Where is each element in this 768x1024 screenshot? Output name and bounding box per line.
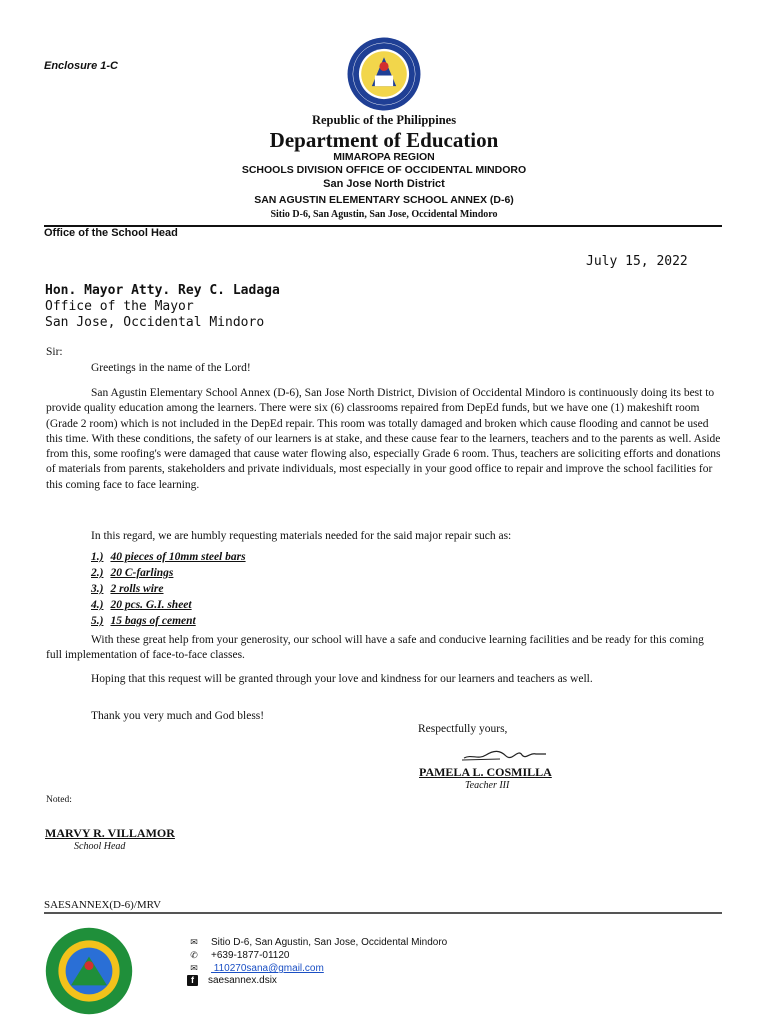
body-paragraph-3: With these great help from your generosity, our school will have a safe and conducive learning facilities and be ready for this coming full implementation of face-to-face classes. [46,634,704,662]
footer-phone: ✆ +639-1877-01120 [187,948,290,962]
school-head-title: School Head [74,841,126,852]
list-item: 3.) 2 rolls wire [91,583,164,595]
school-logo-icon [44,926,134,1016]
footer-email [187,961,324,975]
department-title: Department of Education [269,128,499,152]
reference-code: SAESANNEX(D-6)/MRV [44,899,162,911]
addressee-office: Office of the Mayor [45,299,194,314]
letter-date: July 15, 2022 [586,254,688,269]
footer-facebook: f saesannex.dsix [187,974,277,988]
closing: Respectfully yours, [418,723,508,735]
district-line: San Jose North District [323,178,445,190]
list-item: 2.) 20 C-farlings [91,567,174,579]
email-link[interactable]: 110270sana@gmail.com [211,963,324,974]
materials-list [91,549,246,629]
footer-address: ✉ Sitio D-6, San Agustin, San Jose, Occidental Mindoro [187,935,447,949]
school-line: SAN AGUSTIN ELEMENTARY SCHOOL ANNEX (D-6) [254,194,514,206]
signer-title: Teacher III [465,780,510,791]
envelope-icon: ✉ [190,937,198,947]
division-line: SCHOOLS DIVISION OFFICE OF OCCIDENTAL MINDORO [241,164,527,176]
enclosure-label: Enclosure 1-C [44,60,118,72]
body-paragraph-1: San Agustin Elementary School Annex (D-6), San Jose North District, Division of Occidental Mindoro is continuously doing its best to provide quality education among the learners. There were six (6) classrooms repaired from DepEd funds, but we have one (1) makeshift room (Grade 2 room) which is not included in the DepEd repair. This room was totally damaged and broken which cause flooding and cannot be used this time. With these conditions, the safety of our learners is at stake, and these cause fear to the learners, teachers and to the parents as well. Aside from this, some roofing's were damaged that cause water flowing also, especially Grade 6 room. Thus, teachers are soliciting efforts and donations of materials from parents, stakeholders and private individuals, most especially in your good office to repair and improve the school facilities for this coming face to face learning. [46,387,721,491]
school-address-line: Sitio D-6, San Agustin, San Jose, Occidental Mindoro [270,209,498,220]
deped-seal-icon [346,36,422,112]
list-item: 5.) 15 bags of cement [91,615,196,627]
email-icon: ✉ [190,963,198,973]
phone-icon: ✆ [190,950,198,960]
footer-divider [44,912,722,914]
thanks-line: Thank you very much and God bless! [91,710,265,722]
school-head-name: MARVY R. VILLAMOR [45,826,175,840]
noted-label: Noted: [46,795,72,805]
salutation: Sir: [46,346,63,358]
office-label: Office of the School Head [44,227,178,239]
signature-mark [460,740,550,764]
list-item: 4.) 20 pcs. G.I. sheet [91,599,192,611]
addressee-name: Hon. Mayor Atty. Rey C. Ladaga [45,283,280,298]
republic-line: Republic of the Philippines [311,113,457,127]
region-line: MIMAROPA REGION [333,151,435,163]
body-paragraph-4: Hoping that this request will be granted through your love and kindness for our learners and teachers as well. [91,673,593,685]
signer-name: PAMELA L. COSMILLA [419,765,552,779]
greeting: Greetings in the name of the Lord! [91,362,251,374]
list-item: 1.) 40 pieces of 10mm steel bars [91,551,246,563]
body-paragraph-2: In this regard, we are humbly requesting materials needed for the said major repair such as: [91,530,512,542]
addressee-place: San Jose, Occidental Mindoro [45,315,265,330]
facebook-icon: f [187,975,198,986]
